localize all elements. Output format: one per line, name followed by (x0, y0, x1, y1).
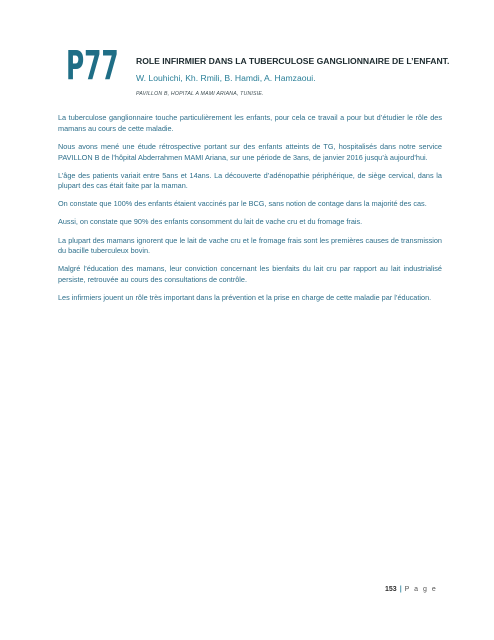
abstract-body (58, 113, 442, 311)
paragraph: L’âge des patients variait entre 5ans et 14ans. La découverte d’adénopathie périphérique, de siège cervical, dans la plupart des cas était faite par la maman. (58, 170, 442, 191)
page-label: P a g e (404, 586, 438, 593)
abstract-affiliation: PAVILLON B, HOPITAL A MAMI ARIANA, TUNISIE. (136, 91, 264, 97)
abstract-code: P77 (66, 43, 119, 89)
abstract-title: ROLE INFIRMIER DANS LA TUBERCULOSE GANGLIONNAIRE DE L’ENFANT. (136, 56, 450, 66)
abstract-authors: W. Louhichi, Kh. Rmili, B. Hamdi, A. Hamzaoui. (136, 73, 316, 83)
paragraph: Malgré l’éducation des mamans, leur conviction concernant les bienfaits du lait cru par rapport au lait industrialisé persiste, retrouvée au cours des consultations de contrôle. (58, 264, 442, 285)
paragraph: Aussi, on constate que 90% des enfants consomment du lait de vache cru et du fromage frais. (58, 217, 363, 227)
paragraph: La plupart des mamans ignorent que le lait de vache cru et le fromage frais sont les premières causes de transmission du bacille tuberculeux bovin. (58, 235, 442, 256)
page-footer (385, 586, 437, 593)
abstract-header (136, 55, 476, 99)
paragraph: Les infirmiers jouent un rôle très important dans la prévention et la prise en charge de cette maladie par l’éducation. (58, 293, 432, 303)
paragraph: On constate que 100% des enfants étaient vaccinés par le BCG, sans notion de contage dans la majorité des cas. (58, 199, 427, 209)
paragraph: Nous avons mené une étude rétrospective portant sur des enfants atteints de TG, hospitalisés dans notre service PAVILLON B de l’hôpital Abderrahmen MAMI Ariana, sur une période de 3ans, de janvier 2016 jusqu’à aujourd’hui. (58, 141, 442, 162)
page-number: 153 (385, 586, 397, 593)
footer-separator: | (399, 586, 402, 593)
paragraph: La tuberculose ganglionnaire touche particulièrement les enfants, pour cela ce travail a pour but d’étudier le rôle des mamans au cours de cette maladie. (58, 113, 442, 133)
